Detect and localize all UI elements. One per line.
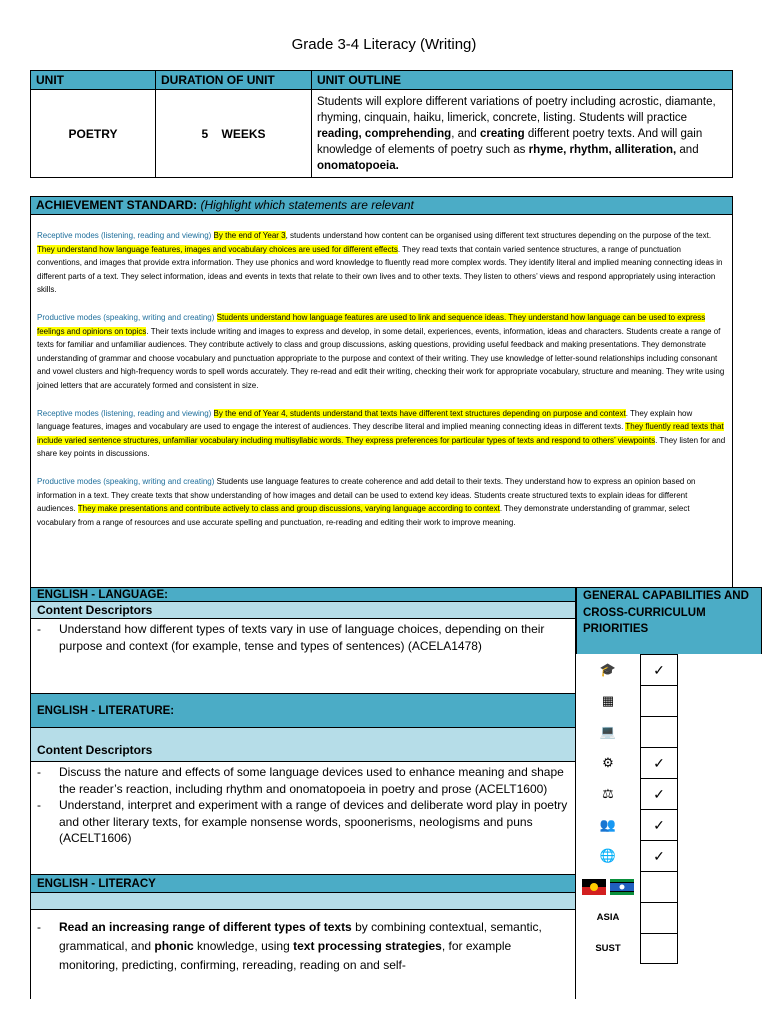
literacy-text: knowledge, using — [193, 939, 294, 953]
literacy-bold-text: phonic — [154, 939, 194, 953]
capability-checkbox[interactable]: ✓ — [640, 747, 678, 778]
highlighted-text: Students understand how language features are used to link and sequence ideas. They understand how language can be used to express feelings and opinions on topics — [37, 312, 706, 336]
aboriginal-flag-icon — [582, 879, 606, 895]
gears-icon: ⚙ — [602, 754, 614, 770]
capability-label — [576, 933, 640, 964]
literacy-text: , for example monitoring, predicting, confirming, rereading, reading on and self- — [59, 939, 512, 972]
achievement-paragraph — [37, 407, 726, 461]
body-text: . They listen for and share key points in discussions. — [37, 435, 726, 459]
outline-text: different poetry texts. And will gain knowledge of elements of poetry such as — [317, 127, 703, 156]
capability-row — [576, 809, 762, 840]
general-capabilities-column — [576, 587, 762, 964]
capability-checkbox[interactable] — [640, 933, 678, 964]
capability-checkbox[interactable] — [640, 716, 678, 747]
capability-label-text: ASIA — [596, 912, 620, 923]
calculator-icon: ▦ — [601, 692, 615, 708]
capability-row — [576, 840, 762, 871]
achievement-paragraph — [37, 475, 726, 529]
page-title: Grade 3-4 Literacy (Writing) — [291, 36, 477, 53]
capability-row — [576, 685, 762, 716]
list-item — [59, 918, 569, 975]
achievement-paragraph — [37, 229, 726, 297]
unit-table — [30, 70, 733, 178]
list-item: - Discuss the nature and effects of some language devices used to enhance meaning and shape the reader’s reaction, including rhythm and onomatopoeia in poetry and prose (ACELT1600) — [59, 764, 569, 797]
body-text: . They explain how language features, images and vocabulary are used to engage the interest of audiences. They describe literal and implied meaning connecting ideas in different texts. — [37, 408, 693, 432]
literacy-sub — [30, 892, 576, 909]
outline-text: Students will explore different variations of poetry including acrostic, diamante, rhyming, cinquain, haiku, limerick, concrete, listing. Students will practice — [317, 95, 716, 124]
language-sub: Content Descriptors — [30, 601, 576, 618]
duration-number: 5 — [201, 126, 209, 141]
outline-text: and — [676, 143, 699, 156]
literature-heading: ENGLISH - LITERATURE: — [30, 693, 576, 727]
capability-checkbox[interactable] — [640, 685, 678, 716]
capability-label-text: SUST — [595, 943, 621, 954]
achievement-body — [31, 215, 732, 529]
literacy-heading: ENGLISH - LITERACY — [30, 874, 576, 892]
outline-header: UNIT OUTLINE — [312, 71, 733, 90]
capability-checkbox[interactable]: ✓ — [640, 809, 678, 840]
achievement-standard — [30, 196, 733, 588]
capability-spacer — [678, 871, 762, 902]
outline-bold-text: reading, comprehending — [317, 127, 452, 140]
list-item: - Understand, interpret and experiment with a range of devices and deliberate word play in poetry and other literary texts, for example nonsense words, spoonerisms, neologisms and puns (ACELT1606) — [59, 797, 569, 847]
capability-row — [576, 902, 762, 933]
unit-header: UNIT — [31, 71, 156, 90]
highlighted-text: They understand how language features, images and vocabulary choices are used for different effects — [37, 244, 398, 254]
capability-spacer — [678, 840, 762, 871]
outline-bold-text: creating — [479, 127, 525, 140]
capability-checkbox[interactable]: ✓ — [640, 654, 678, 685]
capability-label — [576, 902, 640, 933]
body-text: , students understand how content can be organised using different text structures depending on the purpose of the text. — [285, 231, 712, 240]
body-text: . Their texts include writing and images to express and develop, in some detail, experiences, events, information, ideas and characters. Students create a range of texts for familiar and unfamiliar audiences. They contribute actively to class and group discussions, asking questions, providing useful feedback and making presentations. They demonstrate understanding of grammar and choose vocabulary and punctuation appropriate to the purpose and context of their writing. They use knowledge of letter-sound relationships including consonant and vowel clusters and high-frequency words to spell words accurately. They re-read and edit their writing, checking their work for appropriate vocabulary, structure and meaning. They write using joined letters that are accurately formed and consistent in size. — [37, 326, 725, 390]
capability-row — [576, 654, 762, 685]
highlighted-text: By the end of Year 3 — [213, 231, 286, 240]
body-text: . They demonstrate understanding of grammar, select vocabulary from a range of resources and use accurate spelling and punctuation, re-reading and editing their work to improve meaning. — [37, 504, 690, 527]
body-text: Students use language features to create coherence and add detail to their texts. They understand how to express an opinion based on information in a text. They create texts that show understanding of how images and detail can be used to extend key ideas. Students create structured texts to explain ideas for different audiences. — [37, 476, 696, 514]
capabilities-heading: GENERAL CAPABILITIES AND CROSS-CURRICULUM PRIORITIES — [576, 587, 762, 654]
capability-spacer — [678, 902, 762, 933]
mode-label: Receptive modes (listening, reading and viewing) — [37, 231, 214, 240]
capability-row — [576, 747, 762, 778]
capability-spacer — [678, 685, 762, 716]
capability-spacer — [678, 747, 762, 778]
globe-icon: 🌐 — [599, 847, 617, 863]
torres-strait-flag-icon — [610, 879, 634, 895]
outline-text: , and — [451, 127, 480, 140]
achievement-paragraph — [37, 311, 726, 393]
capability-row — [576, 871, 762, 902]
mode-label: Receptive modes (listening, reading and viewing) — [37, 408, 214, 418]
literature-sub: Content Descriptors — [30, 727, 576, 761]
highlighted-text: They fluently read texts that include varied sentence structures, unfamiliar vocabulary including multisyllabic words. They express preferences for particular types of texts and respond to others’ viewpoints — [37, 422, 724, 445]
achievement-title: ACHIEVEMENT STANDARD: — [36, 198, 198, 212]
capability-row — [576, 716, 762, 747]
capability-row — [576, 778, 762, 809]
language-heading: ENGLISH - LANGUAGE: — [30, 587, 576, 601]
achievement-heading — [31, 197, 732, 215]
content-descriptors-column — [30, 587, 576, 999]
body-text: . They read texts that contain varied sentence structures, a range of punctuation conventions, and images that provide extra information. They use phonics and word knowledge to fluently read more complex words. They identify literal and implied meaning connecting ideas in different parts of a text. They select information, ideas and events in texts that relate to their own lives and to other texts. They listen to others’ views and respond appropriately using interaction skills. — [37, 244, 723, 295]
scales-icon: ⚖ — [602, 785, 614, 801]
capability-row — [576, 933, 762, 964]
computer-icon: 💻 — [599, 723, 617, 739]
mode-label: Productive modes (speaking, writing and creating) — [37, 476, 217, 486]
duration-cell — [156, 90, 312, 178]
highlighted-text: By the end of Year 4, students understand that texts have different text structures depending on purpose and context — [213, 408, 626, 418]
literacy-bold-text: Read an increasing range of different types of texts — [59, 920, 352, 934]
achievement-note: (Highlight which statements are relevant — [200, 198, 414, 212]
literacy-bold-text: text processing strategies — [293, 939, 442, 953]
unit-name: POETRY — [31, 90, 156, 178]
flags-icon — [576, 871, 640, 902]
capability-checkbox[interactable] — [640, 871, 678, 902]
duration-unit: WEEKS — [221, 126, 266, 141]
capability-checkbox[interactable]: ✓ — [640, 778, 678, 809]
people-icon: 👥 — [599, 816, 617, 832]
literacy-text: by combining contextual, semantic, grammatical, and — [59, 920, 542, 953]
capability-checkbox[interactable] — [640, 902, 678, 933]
capability-spacer — [678, 933, 762, 964]
unit-outline — [312, 90, 733, 178]
literacy-descriptors — [30, 909, 576, 999]
mode-label: Productive modes (speaking, writing and creating) — [37, 312, 217, 322]
graduation-cap-icon: 🎓 — [599, 661, 617, 677]
language-descriptors — [30, 618, 576, 693]
duration-header: DURATION OF UNIT — [156, 71, 312, 90]
capability-spacer — [678, 654, 762, 685]
list-item: - Understand how different types of texts vary in use of language choices, depending on their purpose and context (for example, tense and types of sentences) (ACELA1478) — [59, 621, 569, 654]
outline-bold-text: onomatopoeia. — [317, 159, 399, 172]
capability-spacer — [678, 809, 762, 840]
outline-bold-text: rhyme, rhythm, alliteration, — [528, 143, 677, 156]
capability-checkbox[interactable]: ✓ — [640, 840, 678, 871]
highlighted-text: They make presentations and contribute actively to class and group discussions, varying language according to context — [77, 504, 500, 514]
capability-spacer — [678, 716, 762, 747]
capability-spacer — [678, 778, 762, 809]
literature-descriptors — [30, 761, 576, 874]
